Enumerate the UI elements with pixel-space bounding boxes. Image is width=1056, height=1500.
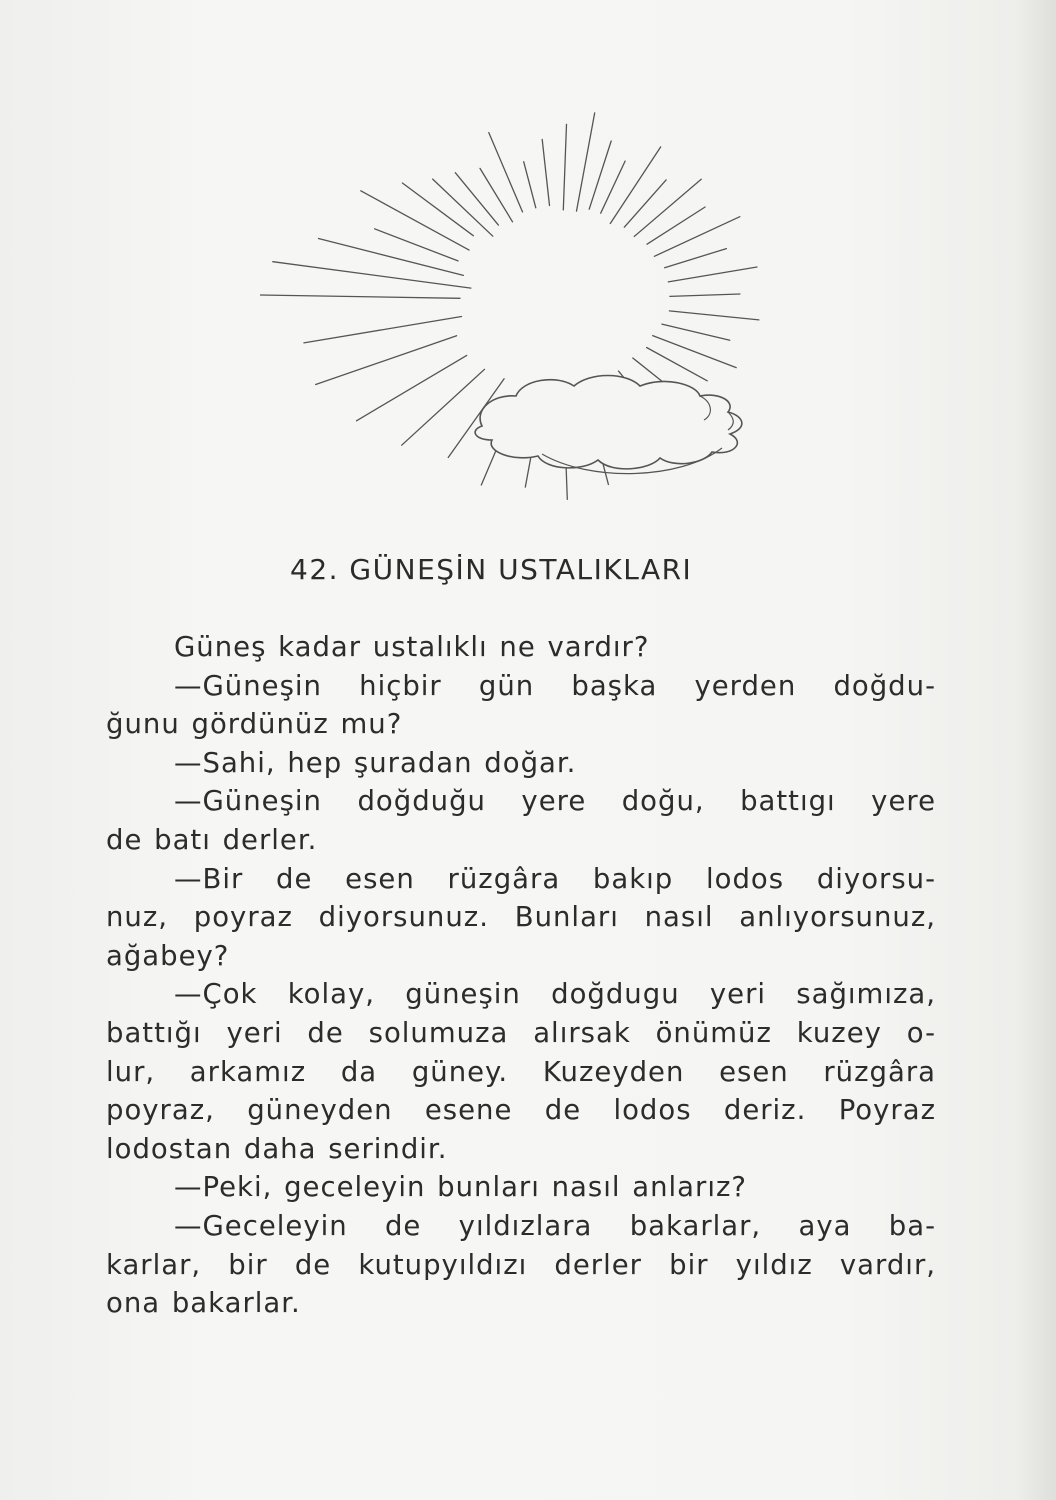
sun-ray (402, 369, 485, 445)
text-line: ağabey? (106, 939, 230, 972)
text-line: lodostan daha serindir. (106, 1132, 448, 1165)
text-line: —Güneşin hiçbir gün başka yerden doğdu- (174, 669, 936, 702)
sun-ray (319, 239, 464, 276)
text-line: Güneş kadar ustalıklı ne vardır? (174, 631, 650, 663)
sun-and-cloud-illustration (260, 50, 800, 510)
text-line: —Peki, geceleyin bunları nasıl anlarız? (174, 1171, 748, 1204)
text-line: ğunu gördünüz mu? (106, 708, 403, 741)
sun-ray (273, 262, 471, 288)
sun-ray (634, 179, 701, 236)
sun-ray (577, 113, 595, 211)
sun-ray (260, 295, 460, 298)
sun-ray (316, 336, 457, 385)
text-line: nuz, poyraz diyorsunuz. Bunları nasıl anlıyorsunuz, (106, 901, 936, 934)
text-line: —Bir de esen rüzgâra bakıp lodos diyorsu- (174, 862, 936, 895)
text-line: ona bakarlar. (106, 1287, 301, 1320)
page-edge-shadow (1016, 0, 1056, 1500)
story-text (106, 628, 936, 1323)
sun-ray (542, 139, 549, 205)
sun-ray (670, 294, 740, 296)
sun-ray (402, 183, 473, 236)
text-line: de batı derler. (106, 823, 318, 856)
sun-ray (563, 124, 566, 209)
sun-ray (647, 207, 705, 244)
text-line: —Sahi, hep şuradan doğar. (174, 746, 577, 779)
text-line: poyraz, güneyden esene de lodos deriz. Poyraz (106, 1094, 936, 1127)
sun-ray (653, 336, 737, 368)
sun-ray (601, 161, 625, 213)
sun-ray (624, 180, 666, 227)
text-line: —Güneşin doğduğu yere doğu, battıgı yere (174, 785, 936, 818)
chapter-title: 42. GÜNEŞİN USTALIKLARI (290, 553, 693, 586)
sun-ray (654, 217, 739, 257)
text-line: battığı yeri de solumuza alırsak önümüz kuzey o- (106, 1016, 936, 1049)
sun-ray (304, 317, 462, 343)
sun-ray (455, 173, 498, 225)
text-line: lur, arkamız da güney. Kuzeyden esen rüzgâra (106, 1055, 936, 1088)
cloud-shape (475, 376, 742, 469)
sun-ray (662, 324, 730, 340)
sun-ray (610, 147, 660, 224)
sun-ray (524, 162, 536, 208)
sun-ray (665, 249, 727, 268)
sun-ray (669, 311, 759, 320)
text-line: —Geceleyin de yıldızlara bakarlar, aya ba- (174, 1209, 936, 1242)
sun-ray (668, 267, 757, 282)
text-line: —Çok kolay, güneşin doğdugu yeri sağımıza, (174, 978, 936, 1011)
sun-ray (489, 133, 523, 212)
text-line: karlar, bir de kutupyıldızı derler bir yıldız vardır, (106, 1248, 936, 1281)
